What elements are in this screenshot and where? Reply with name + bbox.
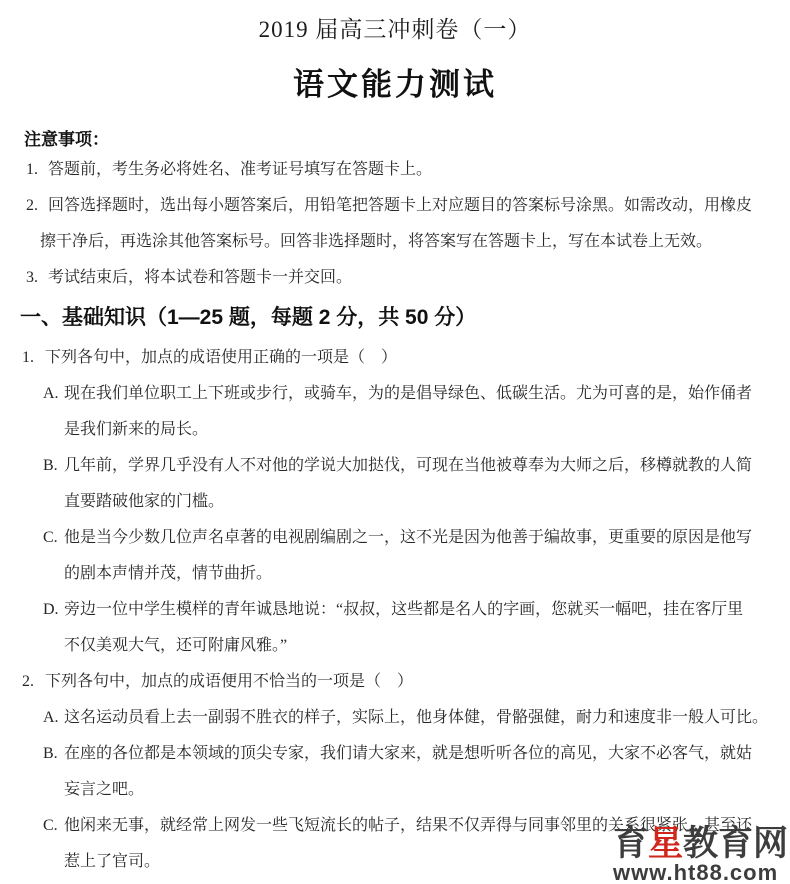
question-1-option-c-line-2: 的剧本声情并茂，情节曲折。 [64, 565, 273, 582]
question-2-option-a-label: A. [43, 709, 59, 726]
question-1-stem [0, 340, 790, 376]
question-1-option-d-label: D. [43, 601, 59, 618]
question-2-option-b-label: B. [43, 745, 58, 762]
question-2-option-b-line-2: 妄言之吧。 [64, 781, 145, 798]
question-1-option-d-line-1: 旁边一位中学生模样的青年诚恳地说：“叔叔，这些都是名人的字画，您就买一幅吧，挂在客厅里 [64, 601, 744, 618]
note-2-number: 2. [26, 197, 38, 214]
note-3-text: 考试结束后，将本试卷和答题卡一并交回。 [48, 269, 353, 286]
question-1-option-a-label: A. [43, 385, 59, 402]
section-heading: 一、基础知识（1—25 题，每题 2 分，共 50 分） [20, 306, 477, 329]
doc-subtitle: 语文能力测试 [293, 67, 497, 102]
watermark-site-name [613, 826, 788, 862]
question-1-option-b-label: B. [43, 457, 58, 474]
question-2-option-c-line-2: 惹上了官司。 [64, 853, 161, 870]
watermark-name-highlight: 星 [647, 824, 683, 863]
note-3 [0, 260, 790, 296]
question-1-option-b-line-2: 直要踏破他家的门槛。 [64, 493, 225, 510]
question-1-option-b-line-1: 几年前，学界几乎没有人不对他的学说大加挞伐，可现在当他被尊奉为大师之后，移樽就教的人简 [64, 457, 753, 474]
question-1-option-c-line-1: 他是当今少数几位声名卓著的电视剧编剧之一，这不光是因为他善于编故事，更重要的原因是他写 [64, 529, 753, 546]
question-1-option-a [0, 376, 790, 412]
question-2-option-a-line-1: 这名运动员看上去一副弱不胜衣的样子，实际上，他身体健，骨骼强健，耐力和速度非一般人可比。 [64, 709, 769, 726]
note-3-number: 3. [26, 269, 38, 286]
question-1-option-a-line-2: 是我们新来的局长。 [64, 421, 209, 438]
question-2-stem-text: 下列各句中，加点的成语便用不恰当的一项是（ ） [45, 673, 414, 690]
note-2-text-line-1: 回答选择题时，选出每小题答案后，用铅笔把答题卡上对应题目的答案标号涂黑。如需改动，用橡皮 [48, 197, 753, 214]
note-1 [0, 152, 790, 188]
question-2-option-b-line-1: 在座的各位都是本领域的顶尖专家，我们请大家来，就是想听听各位的高见，大家不必客气，就姑 [64, 745, 753, 762]
note-1-number: 1. [26, 161, 38, 178]
doc-title: 2019 届高三冲刺卷（一） [258, 17, 532, 42]
question-2-stem [0, 664, 790, 700]
watermark-url: www.ht88.com [612, 860, 779, 884]
note-2-text-line-2: 擦干净后，再选涂其他答案标号。回答非选择题时，将答案写在答题卡上，写在本试卷上无效。 [40, 233, 713, 250]
question-2-number: 2. [22, 673, 34, 690]
watermark-name-prefix: 育 [612, 824, 648, 863]
question-2-option-b [0, 736, 790, 772]
notes-heading: 注意事项： [24, 130, 109, 149]
question-1-option-d-line-2: 不仅美观大气，还可附庸风雅。” [64, 637, 288, 654]
question-1-option-a-line-1: 现在我们单位职工上下班或步行，或骑车，为的是倡导绿色、低碳生活。尤为可喜的是，始作俑者 [64, 385, 753, 402]
question-1-option-c [0, 520, 790, 556]
question-1-stem-text: 下列各句中，加点的成语使用正确的一项是（ ） [45, 349, 398, 366]
watermark-name-suffix: 教育网 [682, 824, 788, 863]
question-1-number: 1. [22, 349, 34, 366]
watermark [613, 826, 788, 884]
note-1-text: 答题前，考生务必将姓名、准考证号填写在答题卡上。 [48, 161, 433, 178]
question-1-option-b [0, 448, 790, 484]
question-1-option-c-label: C. [43, 529, 58, 546]
question-2-option-c-line-1: 他闲来无事，就经常上网发一些飞短流长的帖子，结果不仅弄得与同事邻里的关系很紧张，甚至还 [64, 817, 753, 834]
question-1-option-d [0, 592, 790, 628]
question-2-option-c-label: C. [43, 817, 58, 834]
question-2-option-a [0, 700, 790, 736]
note-2 [0, 188, 790, 224]
